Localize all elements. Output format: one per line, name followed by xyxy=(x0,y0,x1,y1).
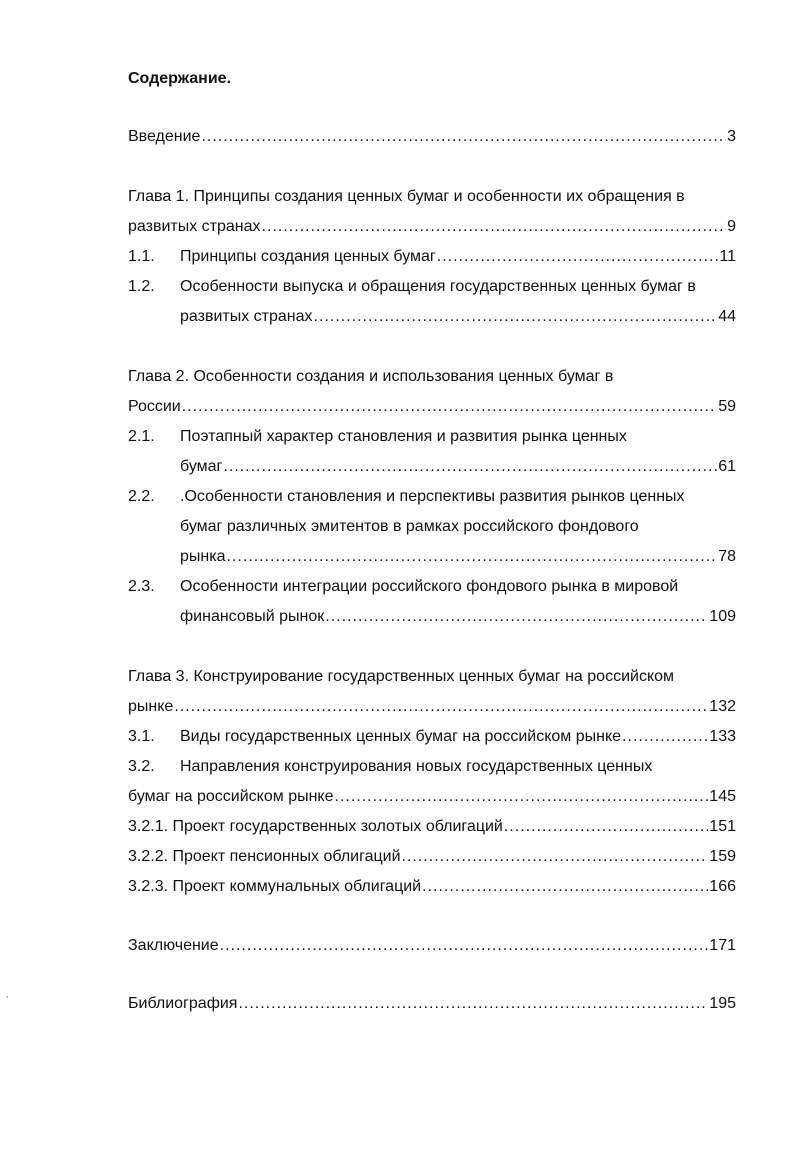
toc-leader xyxy=(325,606,708,628)
toc-entry-section-3-1 xyxy=(180,726,736,748)
toc-leader xyxy=(174,696,708,718)
toc-section-2-3-title: Особенности интеграции российского фондового рынка в мировой xyxy=(180,578,679,595)
toc-page-number: 132 xyxy=(709,698,736,715)
scan-speck xyxy=(6,996,8,998)
toc-label: развитых странах xyxy=(128,218,261,235)
toc-label: бумаг xyxy=(180,458,223,475)
toc-label: Введение xyxy=(128,128,201,145)
toc-entry-subsection-3-2-2 xyxy=(128,846,736,868)
toc-label: рынке xyxy=(128,698,174,715)
toc-leader xyxy=(314,306,718,328)
toc-entry-chapter-3 xyxy=(128,696,736,718)
toc-leader xyxy=(335,786,709,808)
toc-leader xyxy=(422,876,708,898)
toc-entry-intro xyxy=(128,126,736,148)
toc-entry-chapter-1 xyxy=(128,216,736,238)
toc-section-number: 1.2. xyxy=(128,278,155,295)
toc-page-number: 166 xyxy=(709,878,736,895)
toc-label: России xyxy=(128,398,181,415)
toc-leader xyxy=(262,216,727,238)
toc-chapter-2-title: Глава 2. Особенности создания и использования ценных бумаг в xyxy=(128,368,614,385)
toc-section-number: 2.3. xyxy=(128,578,155,595)
toc-leader xyxy=(226,546,717,568)
toc-entry-bibliography xyxy=(128,993,736,1015)
toc-section-2-1-title: Поэтапный характер становления и развития рынка ценных xyxy=(180,428,627,445)
toc-page-number: 9 xyxy=(727,218,736,235)
toc-label: Принципы создания ценных бумаг xyxy=(180,248,436,265)
toc-section-1-2-title: Особенности выпуска и обращения государственных ценных бумаг в xyxy=(180,278,696,295)
toc-leader xyxy=(182,396,717,418)
toc-page-number: 159 xyxy=(709,848,736,865)
toc-page-number: 145 xyxy=(709,788,736,805)
toc-leader xyxy=(220,935,709,957)
toc-label: 3.2.3. Проект коммунальных облигаций xyxy=(128,878,422,895)
toc-page-number: 133 xyxy=(709,728,736,745)
toc-entry-section-1-1 xyxy=(180,246,736,268)
toc-entry-subsection-3-2-3 xyxy=(128,876,736,898)
toc-entry-subsection-3-2-1 xyxy=(128,816,736,838)
toc-section-number: 3.2. xyxy=(128,758,155,775)
toc-section-number: 2.2. xyxy=(128,488,155,505)
toc-entry-section-1-2 xyxy=(180,306,736,328)
toc-page-number: 171 xyxy=(709,937,736,954)
toc-label: 3.2.2. Проект пенсионных облигаций xyxy=(128,848,401,865)
toc-leader xyxy=(504,816,708,838)
toc-page-number: 78 xyxy=(718,548,736,565)
toc-label: бумаг на российском рынке xyxy=(128,788,334,805)
toc-entry-section-2-1 xyxy=(180,456,736,478)
toc-section-number: 3.1. xyxy=(128,728,155,745)
toc-entry-conclusion xyxy=(128,935,736,957)
toc-label: рынка xyxy=(180,548,226,565)
toc-page-number: 44 xyxy=(718,308,736,325)
toc-chapter-1-title: Глава 1. Принципы создания ценных бумаг и особенности их обращения в xyxy=(128,188,685,205)
toc-label: 3.2.1. Проект государственных золотых облигаций xyxy=(128,818,503,835)
toc-page-number: 59 xyxy=(718,398,736,415)
toc-page-number: 3 xyxy=(727,128,736,145)
toc-page-number: 11 xyxy=(719,248,736,265)
toc-page-number: 61 xyxy=(718,458,736,475)
toc-leader xyxy=(622,726,708,748)
toc-entry-section-2-3 xyxy=(180,606,736,628)
toc-label: Библиография xyxy=(128,995,238,1012)
toc-entry-chapter-2 xyxy=(128,396,736,418)
toc-section-2-2-title: .Особенности становления и перспективы развития рынков ценных xyxy=(180,488,685,505)
toc-entry-section-3-2 xyxy=(128,786,736,808)
toc-leader xyxy=(437,246,719,268)
toc-section-2-2-title-cont: бумаг различных эмитентов в рамках российского фондового xyxy=(180,518,639,535)
page-title: Содержание. xyxy=(128,70,232,87)
toc-entry-section-2-2 xyxy=(180,546,736,568)
toc-label: Заключение xyxy=(128,937,219,954)
toc-section-number: 1.1. xyxy=(128,248,155,265)
toc-chapter-3-title: Глава 3. Конструирование государственных ценных бумаг на российском xyxy=(128,668,675,685)
toc-leader xyxy=(238,993,708,1015)
toc-section-number: 2.1. xyxy=(128,428,155,445)
toc-page-number: 109 xyxy=(709,608,736,625)
toc-label: развитых странах xyxy=(180,308,313,325)
toc-section-3-2-title: Направления конструирования новых государственных ценных xyxy=(180,758,653,775)
toc-leader xyxy=(223,456,717,478)
toc-leader xyxy=(201,126,726,148)
toc-page-number: 151 xyxy=(709,818,736,835)
toc-page-number: 195 xyxy=(709,995,736,1012)
toc-label: финансовый рынок xyxy=(180,608,325,625)
toc-leader xyxy=(402,846,709,868)
toc-label: Виды государственных ценных бумаг на российском рынке xyxy=(180,728,622,745)
